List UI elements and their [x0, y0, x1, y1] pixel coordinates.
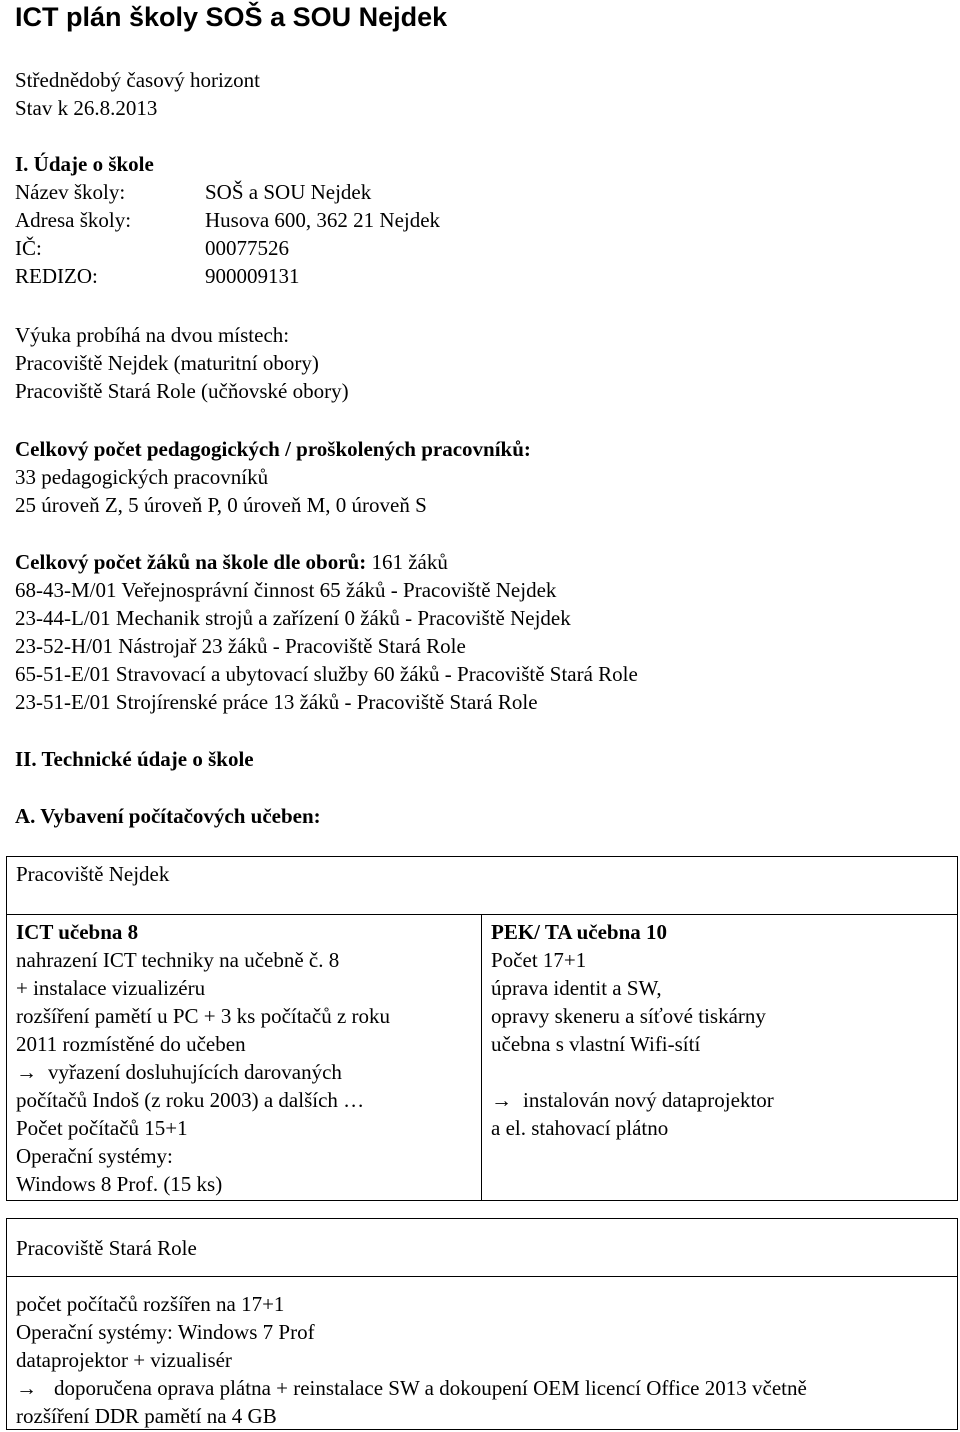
classroom-line: Počet 17+1	[491, 948, 587, 972]
program-item: 23-51-E/01 Strojírenské práce 13 žáků - Pracoviště Stará Role	[15, 690, 538, 714]
section-1-heading: I. Údaje o škole	[15, 152, 154, 176]
section-2-heading: II. Technické údaje o škole	[15, 747, 254, 771]
program-item: 23-44-L/01 Mechanik strojů a zařízení 0 žáků - Pracoviště Nejdek	[15, 606, 571, 630]
ict-classroom-8-cell	[6, 914, 482, 1201]
nejdek-header-cell	[6, 856, 958, 915]
arrow-icon: →	[16, 1376, 37, 1400]
classroom-line: + instalace vizualizéru	[16, 976, 206, 1000]
locations-intro: Výuka probíhá na dvou místech:	[15, 323, 290, 347]
students-heading: Celkový počet žáků na škole dle oborů:	[15, 550, 367, 574]
stara-role-header-cell	[6, 1218, 958, 1277]
field-label: Název školy:	[15, 180, 126, 204]
classroom-line: nahrazení ICT techniky na učebně č. 8	[16, 948, 340, 972]
field-school-address	[15, 206, 441, 234]
classroom-line: počítačů Indoš (z roku 2003) a dalších …	[16, 1088, 365, 1112]
arrow-text: instalován nový dataprojektor	[523, 1088, 774, 1112]
stara-role-line: Operační systémy: Windows 7 Prof	[16, 1320, 315, 1344]
classroom-heading: ICT učebna 8	[16, 920, 139, 944]
nejdek-title: Pracoviště Nejdek	[16, 862, 170, 886]
stara-role-arrow-line	[16, 1374, 807, 1402]
stara-role-line: dataprojektor + vizualisér	[16, 1348, 232, 1372]
program-item: 68-43-M/01 Veřejnosprávní činnost 65 žáků - Pracoviště Nejdek	[15, 578, 557, 602]
stara-role-title: Pracoviště Stará Role	[16, 1236, 197, 1260]
field-value: 00077526	[205, 236, 289, 260]
classroom-line: úprava identit a SW,	[491, 976, 662, 1000]
horizon-text: Střednědobý časový horizont	[15, 68, 260, 92]
students-summary	[15, 548, 448, 576]
field-school-name	[15, 178, 372, 206]
field-value: 900009131	[205, 264, 300, 288]
stara-role-line: počet počítačů rozšířen na 17+1	[16, 1292, 285, 1316]
location-item: Pracoviště Stará Role (učňovské obory)	[15, 379, 349, 403]
field-label: IČ:	[15, 236, 42, 260]
classroom-line: učebna s vlastní Wifi-sítí	[491, 1032, 701, 1056]
students-total: 161 žáků	[366, 550, 448, 574]
arrow-icon: →	[16, 1060, 37, 1084]
stara-role-line: rozšíření DDR pamětí na 4 GB	[16, 1404, 277, 1428]
classroom-arrow-line	[16, 1058, 390, 1086]
pek-ta-classroom-10-cell	[481, 914, 958, 1201]
field-label: Adresa školy:	[15, 208, 132, 232]
field-redizo	[15, 262, 300, 290]
program-item: 65-51-E/01 Stravovací a ubytovací služby 60 žáků - Pracoviště Stará Role	[15, 662, 638, 686]
arrow-text: doporučena oprava plátna + reinstalace SW a dokoupení OEM licencí Office 2013 včetně	[54, 1376, 807, 1400]
classroom-line: Operační systémy:	[16, 1144, 173, 1168]
blank-line	[491, 1058, 774, 1086]
staff-heading: Celkový počet pedagogických / proškolených pracovníků:	[15, 437, 531, 461]
classroom-heading: PEK/ TA učebna 10	[491, 920, 668, 944]
classroom-line: a el. stahovací plátno	[491, 1116, 669, 1140]
classroom-line: rozšíření pamětí u PC + 3 ks počítačů z roku	[16, 1004, 391, 1028]
field-value: Husova 600, 362 21 Nejdek	[205, 208, 441, 232]
status-date: Stav k 26.8.2013	[15, 96, 158, 120]
staff-count: 33 pedagogických pracovníků	[15, 465, 269, 489]
section-2a-heading: A. Vybavení počítačových učeben:	[15, 804, 321, 828]
page-title: ICT plán školy SOŠ a SOU Nejdek	[15, 2, 448, 32]
field-value: SOŠ a SOU Nejdek	[205, 180, 372, 204]
staff-levels: 25 úroveň Z, 5 úroveň P, 0 úroveň M, 0 úroveň S	[15, 493, 427, 517]
classroom-line: 2011 rozmístěné do učeben	[16, 1032, 246, 1056]
stara-role-content-cell	[6, 1276, 958, 1430]
arrow-icon: →	[491, 1088, 512, 1112]
classroom-line: opravy skeneru a síťové tiskárny	[491, 1004, 766, 1028]
classroom-line: Počet počítačů 15+1	[16, 1116, 188, 1140]
program-item: 23-52-H/01 Nástrojař 23 žáků - Pracoviště Stará Role	[15, 634, 466, 658]
field-ico	[15, 234, 289, 262]
classroom-line: Windows 8 Prof. (15 ks)	[16, 1172, 223, 1196]
field-label: REDIZO:	[15, 264, 98, 288]
location-item: Pracoviště Nejdek (maturitní obory)	[15, 351, 319, 375]
arrow-text: vyřazení dosluhujících darovaných	[48, 1060, 342, 1084]
classroom-arrow-line	[491, 1086, 774, 1114]
